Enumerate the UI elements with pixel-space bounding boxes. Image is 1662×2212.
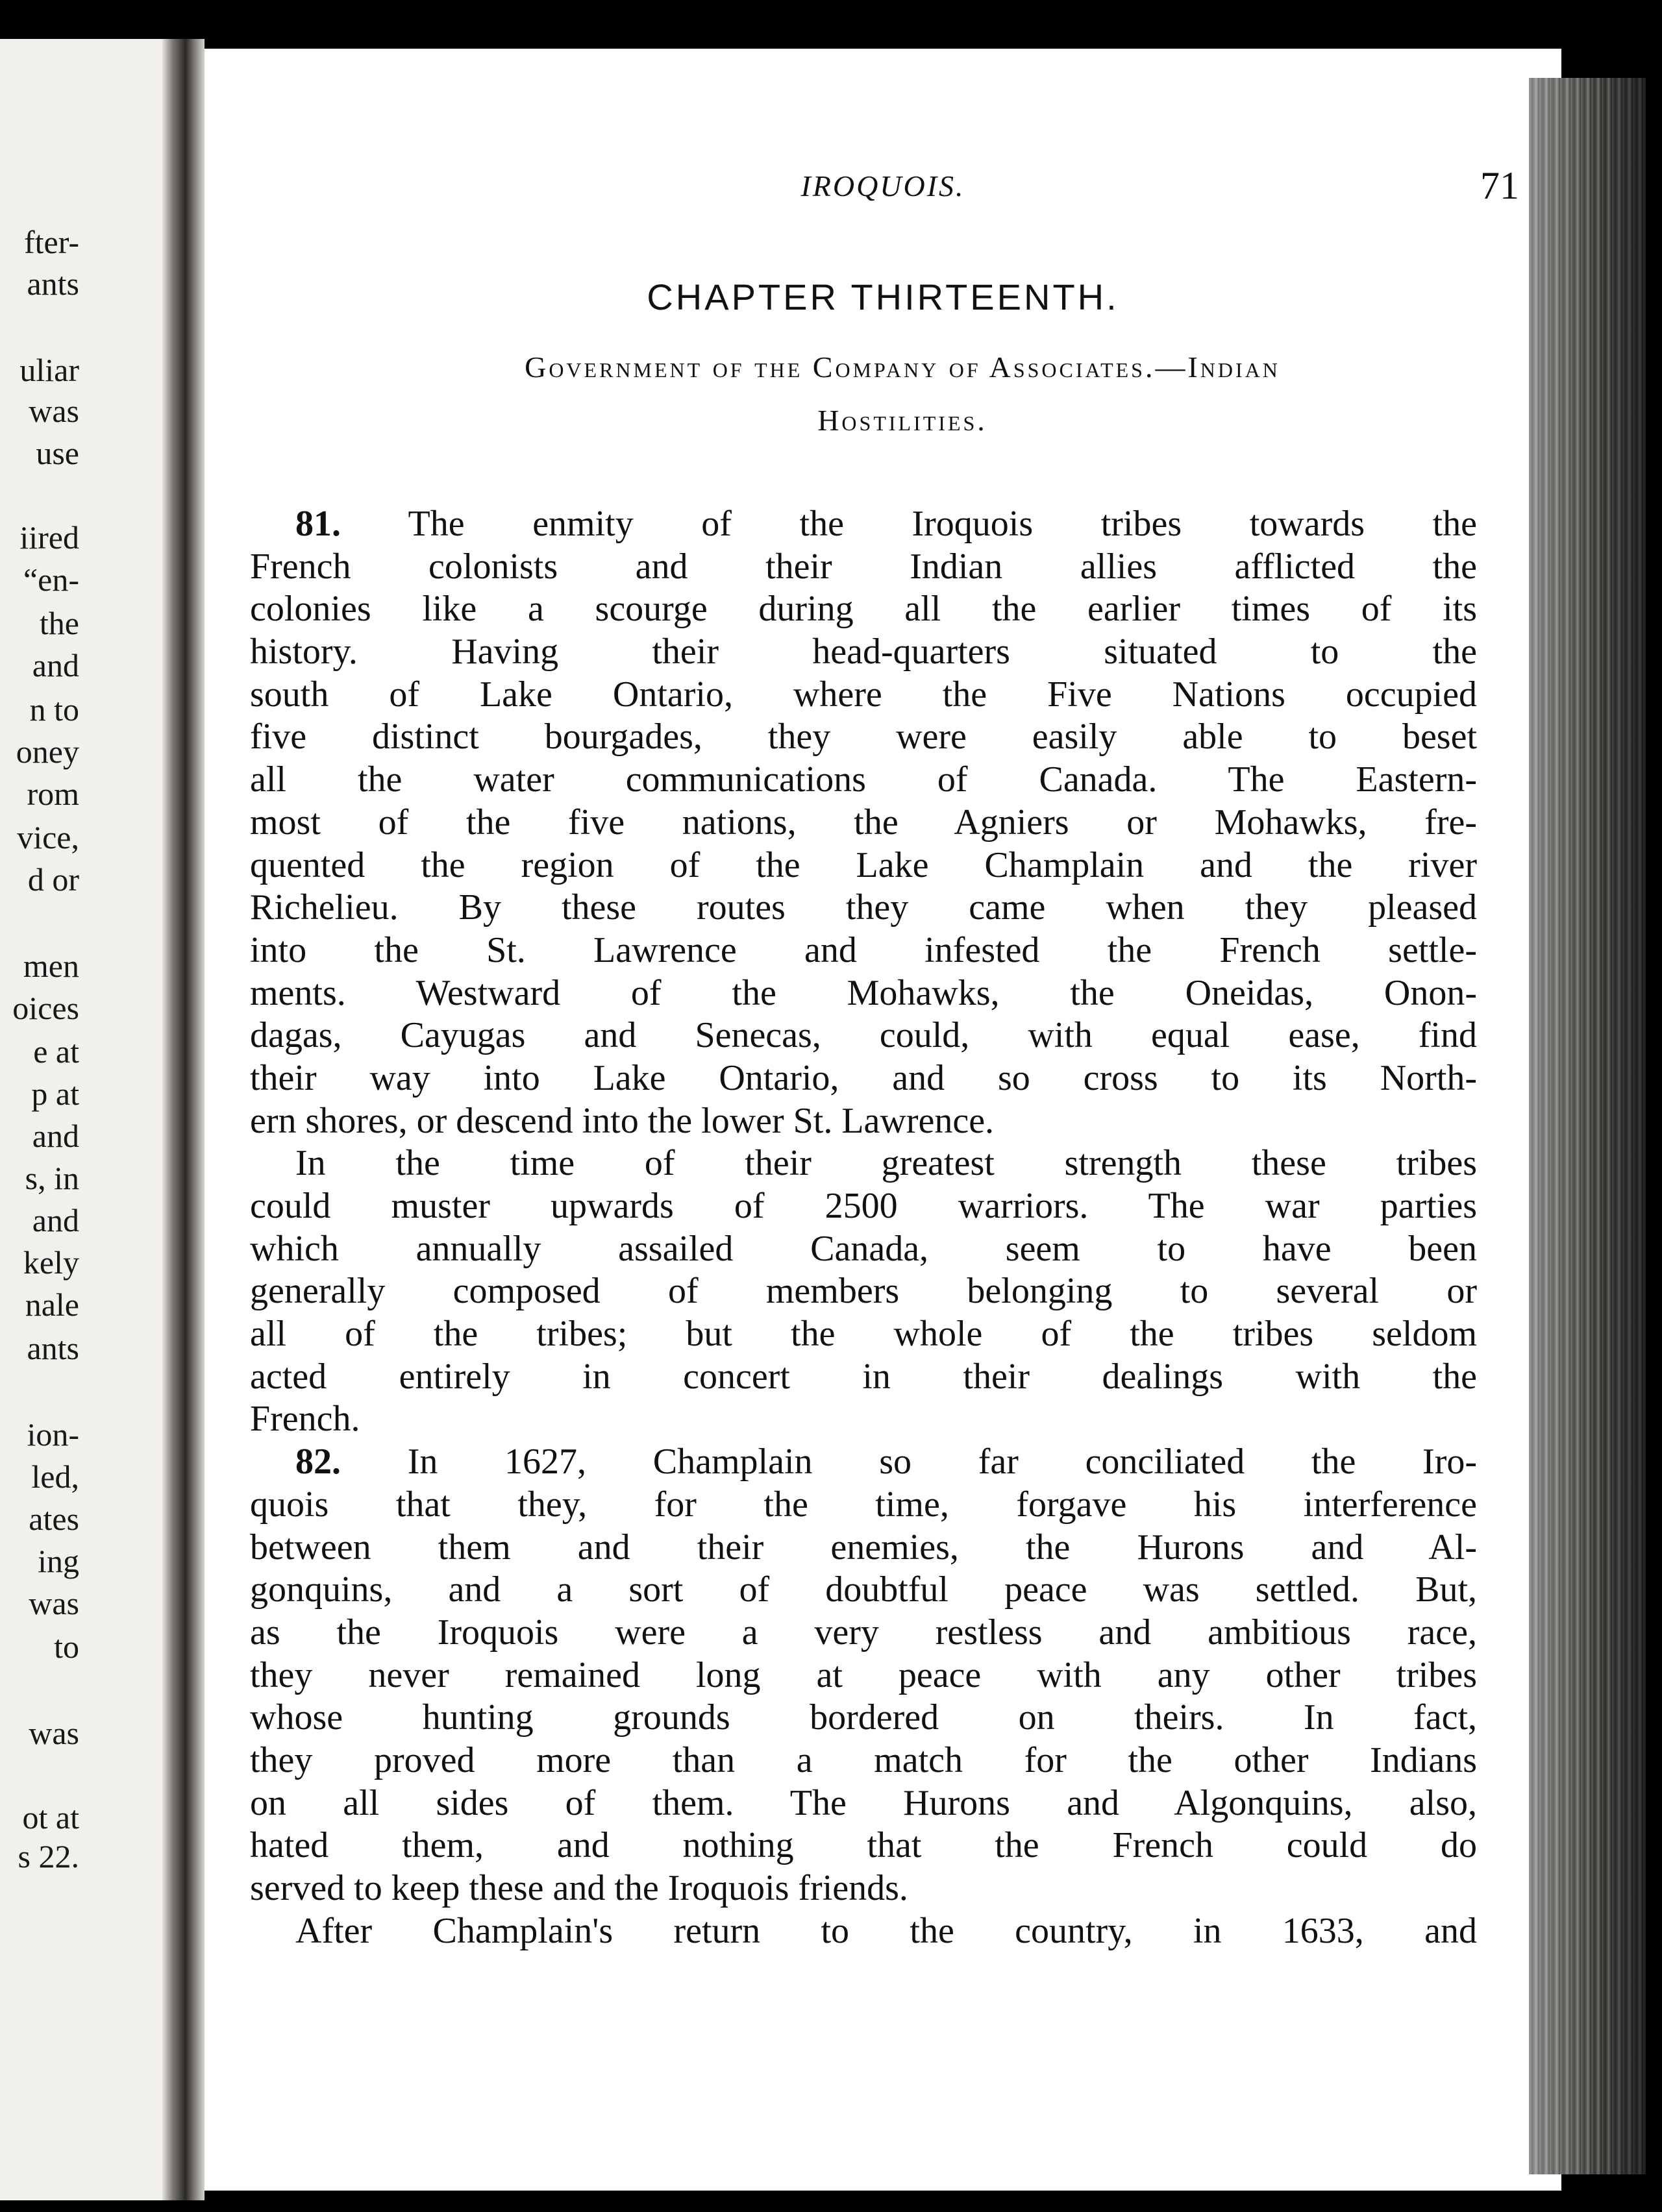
text-line	[250, 1527, 1477, 1569]
previous-page-text-fragment: oney	[16, 733, 79, 770]
text-line	[250, 588, 1477, 631]
line-text: they proved more than a match for the other Indians	[250, 1739, 1477, 1780]
line-text: they never remained long at peace with any other tribes	[250, 1654, 1477, 1695]
text-line	[250, 1825, 1477, 1867]
line-text: gonquins, and a sort of doubtful peace was settled. But,	[250, 1569, 1477, 1610]
previous-page-text-fragment: and	[32, 1202, 79, 1238]
text-line	[250, 674, 1477, 717]
line-text: generally composed of members belonging to several or	[250, 1271, 1477, 1312]
text-line	[250, 1867, 1477, 1910]
line-text: In 1627, Champlain so far conciliated the Iro-	[341, 1442, 1477, 1482]
running-head	[205, 164, 1561, 221]
previous-page-text-fragment: use	[36, 435, 79, 471]
line-text: quois that they, for the time, forgave his interference	[250, 1484, 1477, 1525]
chapter-title: CHAPTER THIRTEENTH.	[647, 276, 1119, 317]
chapter-subtitle	[321, 341, 1483, 447]
text-line	[250, 1014, 1477, 1057]
text-line	[250, 1569, 1477, 1612]
previous-page-text-fragment: led,	[31, 1458, 79, 1495]
previous-page-text-fragment: and	[32, 647, 79, 683]
line-text: between them and their enemies, the Hurons and Al-	[250, 1527, 1477, 1567]
text-line	[250, 1654, 1477, 1697]
line-text: dagas, Cayugas and Senecas, could, with equal ease, find	[250, 1015, 1477, 1056]
chapter-subtitle-line: Hostilities.	[817, 404, 987, 437]
text-line	[250, 972, 1477, 1015]
previous-page-text-fragment: ion-	[27, 1416, 79, 1453]
body-text	[250, 503, 1477, 1952]
text-line	[250, 1356, 1477, 1399]
text-line	[250, 1057, 1477, 1100]
line-text: all the water communications of Canada. The Eastern-	[250, 759, 1477, 800]
previous-page-text-fragment: n to	[29, 691, 79, 728]
line-text: French.	[250, 1399, 360, 1440]
line-text: ments. Westward of the Mohawks, the Oneidas, Onon-	[250, 972, 1477, 1013]
previous-page-fragment	[0, 39, 162, 2200]
previous-page-text-fragment: was	[29, 1715, 79, 1751]
previous-page-text-fragment: ates	[29, 1501, 79, 1537]
line-text: as the Iroquois were a very restless and ambitious race,	[250, 1612, 1477, 1653]
previous-page-text-fragment: uliar	[19, 352, 79, 388]
line-text: After Champlain's return to the country, in 1633, and	[295, 1910, 1477, 1951]
text-line	[250, 1100, 1477, 1143]
text-line	[250, 716, 1477, 759]
book-gutter	[162, 39, 205, 2200]
page-edges	[1529, 78, 1646, 2174]
book-page	[205, 49, 1561, 2191]
line-text: on all sides of them. The Hurons and Algonquins, also,	[250, 1782, 1477, 1823]
line-text: their way into Lake Ontario, and so cross to its North-	[250, 1057, 1477, 1098]
line-text: The enmity of the Iroquois tribes towards the	[341, 504, 1477, 544]
text-line	[250, 1313, 1477, 1356]
line-text: hated them, and nothing that the French could do	[250, 1825, 1477, 1866]
previous-page-text-fragment: and	[32, 1118, 79, 1154]
line-text: which annually assailed Canada, seem to have been	[250, 1228, 1477, 1269]
text-line	[250, 1782, 1477, 1825]
text-line	[250, 1910, 1477, 1953]
line-text: served to keep these and the Iroquois friends.	[250, 1868, 908, 1908]
line-text: all of the tribes; but the whole of the tribes seldom	[250, 1314, 1477, 1355]
previous-page-text-fragment: rom	[27, 776, 79, 812]
running-title: IROQUOIS.	[800, 169, 965, 203]
previous-page-text-fragment: ing	[38, 1543, 79, 1579]
previous-page-text-fragment: nale	[25, 1286, 79, 1323]
line-text: most of the five nations, the Agniers or Mohawks, fre-	[250, 802, 1477, 842]
line-text: Richelieu. By these routes they came when they pleased	[250, 887, 1477, 928]
previous-page-text-fragment: was	[29, 393, 79, 429]
previous-page-text-fragment: oices	[12, 990, 79, 1026]
paragraph-number: 82.	[295, 1442, 341, 1482]
text-line	[250, 1398, 1477, 1441]
line-text: colonies like a scourge during all the earlier times of its	[250, 589, 1477, 630]
text-line	[250, 631, 1477, 674]
text-line	[250, 759, 1477, 802]
line-text: whose hunting grounds bordered on theirs. In fact,	[250, 1697, 1477, 1738]
previous-page-text-fragment: to	[54, 1628, 79, 1665]
text-line	[250, 503, 1477, 546]
text-line	[250, 929, 1477, 972]
previous-page-text-fragment: men	[23, 948, 79, 984]
previous-page-text-fragment: vice,	[17, 819, 79, 855]
previous-page-text-fragment: s, in	[25, 1160, 79, 1196]
previous-page-text-fragment: the	[39, 605, 79, 641]
line-text: five distinct bourgades, they were easily able to beset	[250, 717, 1477, 757]
line-text: history. Having their head-quarters situated to the	[250, 632, 1477, 672]
line-text: into the St. Lawrence and infested the French settle-	[250, 929, 1477, 970]
page-number: 71	[1480, 164, 1519, 207]
previous-page-text-fragment: p at	[31, 1075, 79, 1112]
text-line	[250, 802, 1477, 844]
previous-page-text-fragment: ants	[27, 265, 79, 302]
previous-page-text-fragment: ants	[27, 1330, 79, 1366]
text-line	[250, 1739, 1477, 1782]
previous-page-text-fragment: kely	[23, 1244, 79, 1281]
previous-page-text-fragment: ot at	[22, 1799, 79, 1836]
text-line	[250, 1612, 1477, 1654]
line-text: In the time of their greatest strength these tribes	[295, 1143, 1477, 1184]
previous-page-text-fragment: was	[29, 1585, 79, 1621]
line-text: acted entirely in concert in their dealings with the	[250, 1356, 1477, 1397]
paragraph-number: 81.	[295, 504, 341, 544]
previous-page-text-fragment: s 22.	[18, 1838, 79, 1874]
text-line	[250, 1270, 1477, 1313]
text-line	[250, 1484, 1477, 1527]
previous-page-text-fragment: d or	[27, 861, 79, 898]
chapter-subtitle-line: Government of the Company of Associates.—Indian	[525, 350, 1280, 384]
line-text: quented the region of the Lake Champlain and the river	[250, 844, 1477, 885]
text-line	[250, 1142, 1477, 1185]
text-line	[250, 887, 1477, 929]
previous-page-text-fragment: “en-	[23, 561, 79, 598]
text-line	[250, 1228, 1477, 1271]
line-text: ern shores, or descend into the lower St. Lawrence.	[250, 1100, 995, 1141]
line-text: south of Lake Ontario, where the Five Nations occupied	[250, 674, 1477, 715]
text-line	[250, 1441, 1477, 1484]
previous-page-text-fragment: iired	[19, 519, 79, 556]
line-text: French colonists and their Indian allies afflicted the	[250, 546, 1477, 587]
previous-page-text-fragment: e at	[33, 1033, 79, 1070]
text-line	[250, 1185, 1477, 1228]
text-line	[250, 1697, 1477, 1739]
text-line	[250, 546, 1477, 589]
previous-page-text-fragment: fter-	[23, 224, 79, 260]
line-text: could muster upwards of 2500 warriors. The war parties	[250, 1186, 1477, 1226]
text-line	[250, 844, 1477, 887]
